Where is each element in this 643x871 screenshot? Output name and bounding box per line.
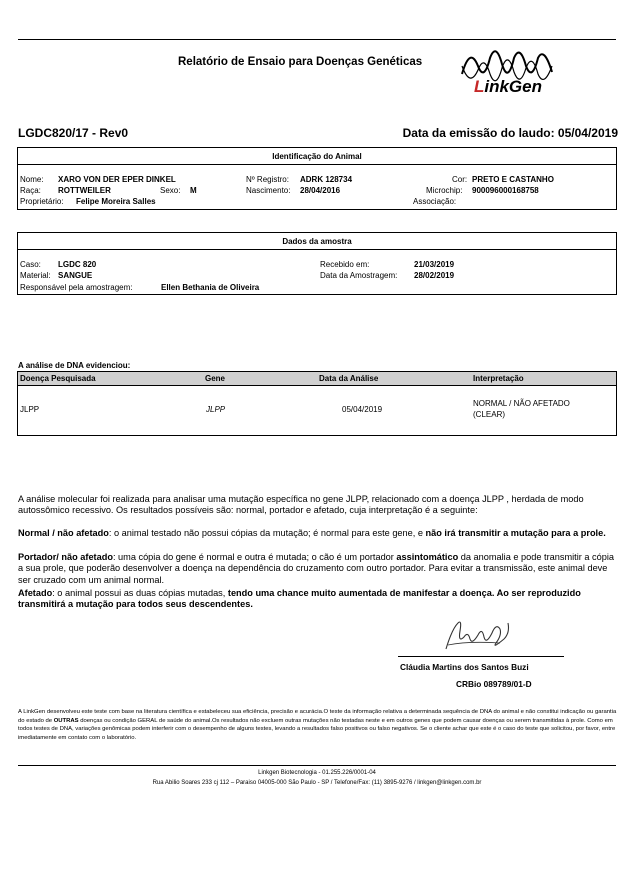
footer-company: Linkgen Biotecnologia - 01.255.226/0001-04	[258, 770, 376, 776]
column-header: Interpretação	[473, 374, 524, 383]
sex-value: M	[190, 186, 197, 195]
analysis-heading: A análise de DNA evidenciou:	[18, 361, 131, 370]
carrier-paragraph	[18, 552, 618, 586]
responsible-label: Responsável pela amostragem:	[20, 283, 133, 292]
owner-label: Proprietário:	[20, 197, 64, 206]
intro-paragraph: A análise molecular foi realizada para analisar uma mutação específica no gene JLPP, relacionado com a doença JLPP , herdada de modo autossômico recessivo. Os resultados possíveis são: normal, portador e afetado, cuja interpretação é a seguinte:	[18, 494, 584, 516]
signature-image	[438, 615, 518, 655]
footer-address: Rua Abilio Soares 233 cj 112 – Paraiso 04005-000 São Paulo - SP / Telefone/Fax: (11) 3895-9276 / linkgen@linkgen.com.br	[152, 780, 482, 786]
animal-section-title: Identificação do Animal	[272, 152, 362, 161]
column-header: Doença Pesquisada	[20, 374, 96, 383]
disclaimer-bold: OUTRAS	[53, 717, 79, 724]
normal-label: Normal / não afetado	[18, 528, 109, 538]
column-header: Gene	[205, 374, 226, 383]
carrier-bold: assintomático	[396, 552, 459, 562]
sampling-date-value: 28/02/2019	[414, 271, 455, 280]
gene-cell: JLPP	[206, 405, 226, 414]
case-value: LGDC 820	[58, 260, 97, 269]
breed-value: ROTTWEILER	[58, 186, 111, 195]
carrier-text-2: da anomalia e pode transmitir a cópia a sua prole, que poderão desenvolver a doença na dependência do cruzamento com outro portador. Para evitar a transmissão, este animal deve ser cruzado com um animal normal.	[18, 552, 614, 585]
table-row	[18, 386, 616, 436]
interpretation-cell: NORMAL / NÃO AFETADO	[473, 399, 570, 408]
disease-cell: JLPP	[20, 405, 40, 414]
interpretation-cell-2: (CLEAR)	[473, 410, 506, 419]
header-top-rule	[18, 39, 616, 40]
affected-bold: tendo uma chance muito aumentada de manifestar a doença. Ao ser reproduzido transmitirá a mutação para todos seus descendentes.	[18, 588, 581, 610]
sample-data-box	[17, 232, 617, 295]
disclaimer-text-2: doenças ou condição GERAL de saúde do animal.Os resultados não excluem outras mutações não testadas neste e em outros genes que podem causar doenças ou serem transmitidas à prole. Como em todos testes de DNA, variações genômicas podem interferir com o desempenho de alguns testes, levando a resultados falso positivos ou falso negativos. Se o cliente achar que este é o caso do teste que solicitou, por favor, entre imediatamente em contato com o laboratório.	[18, 717, 616, 741]
received-label: Recebido em:	[320, 260, 370, 269]
table-header-row	[18, 372, 616, 386]
disclaimer	[18, 708, 618, 742]
sampling-date-label: Data da Amostragem:	[320, 271, 398, 280]
microchip-value: 900096000168758	[472, 186, 539, 195]
microchip-label: Microchip:	[426, 186, 463, 195]
carrier-label: Portador/ não afetado	[18, 552, 113, 562]
report-code: LGDC820/17 - Rev0	[18, 126, 129, 140]
name-label: Nome:	[20, 175, 44, 184]
received-value: 21/03/2019	[414, 260, 455, 269]
association-label: Associação:	[413, 197, 457, 206]
material-label: Material:	[20, 271, 51, 280]
divider	[18, 249, 616, 250]
date-cell: 05/04/2019	[342, 405, 383, 414]
sex-label: Sexo:	[160, 186, 181, 195]
birth-value: 28/04/2016	[300, 186, 341, 195]
analysis-table	[17, 371, 617, 436]
registry-label: Nº Registro:	[246, 175, 289, 184]
issue-date: Data da emissão do laudo: 05/04/2019	[402, 126, 618, 140]
sample-section-title: Dados da amostra	[282, 237, 352, 246]
owner-value: Felipe Moreira Salles	[76, 197, 156, 206]
report-title: Relatório de Ensaio para Doenças Genéticas	[178, 56, 423, 68]
signer-registry: CRBio 089789/01-D	[456, 679, 532, 689]
disclaimer-text: A LinkGen desenvolveu este teste com base na literatura científica e estabeleceu sua eficiência, precisão e acurácia.O teste da informação relativa a determinada sequência de DNA do animal e não constitui indicação ou garantia do estado de	[18, 709, 617, 724]
signer-name: Cláudia Martins dos Santos Buzi	[400, 662, 529, 672]
affected-text: : o animal possui as duas cópias mutadas,	[52, 588, 228, 598]
breed-label: Raça:	[20, 186, 41, 195]
footer-rule	[18, 765, 616, 766]
normal-bold: não irá transmitir a mutação para a prole.	[425, 528, 606, 538]
color-value: PRETO E CASTANHO	[472, 175, 554, 184]
registry-value: ADRK 128734	[300, 175, 353, 184]
linkgen-logo	[460, 44, 556, 96]
column-header: Data da Análise	[319, 374, 379, 383]
case-label: Caso:	[20, 260, 41, 269]
material-value: SANGUE	[58, 271, 93, 280]
affected-paragraph	[18, 588, 618, 611]
svg-text:LinkGen: LinkGen	[473, 77, 543, 96]
birth-label: Nascimento:	[246, 186, 291, 195]
color-label: Cor:	[452, 175, 468, 184]
responsible-value: Ellen Bethania de Oliveira	[161, 283, 260, 292]
normal-text: : o animal testado não possui cópias da mutação; é normal para este gene, e	[108, 528, 426, 538]
affected-label: Afetado	[18, 588, 53, 598]
divider	[18, 164, 616, 165]
carrier-text: : uma cópia do gene é normal e outra é mutada; o cão é um portador	[112, 552, 397, 562]
normal-paragraph	[18, 528, 618, 539]
animal-identification-box	[17, 147, 617, 210]
animal-name: XARO VON DER EPER DINKEL	[58, 175, 176, 184]
signature-line	[398, 656, 564, 657]
